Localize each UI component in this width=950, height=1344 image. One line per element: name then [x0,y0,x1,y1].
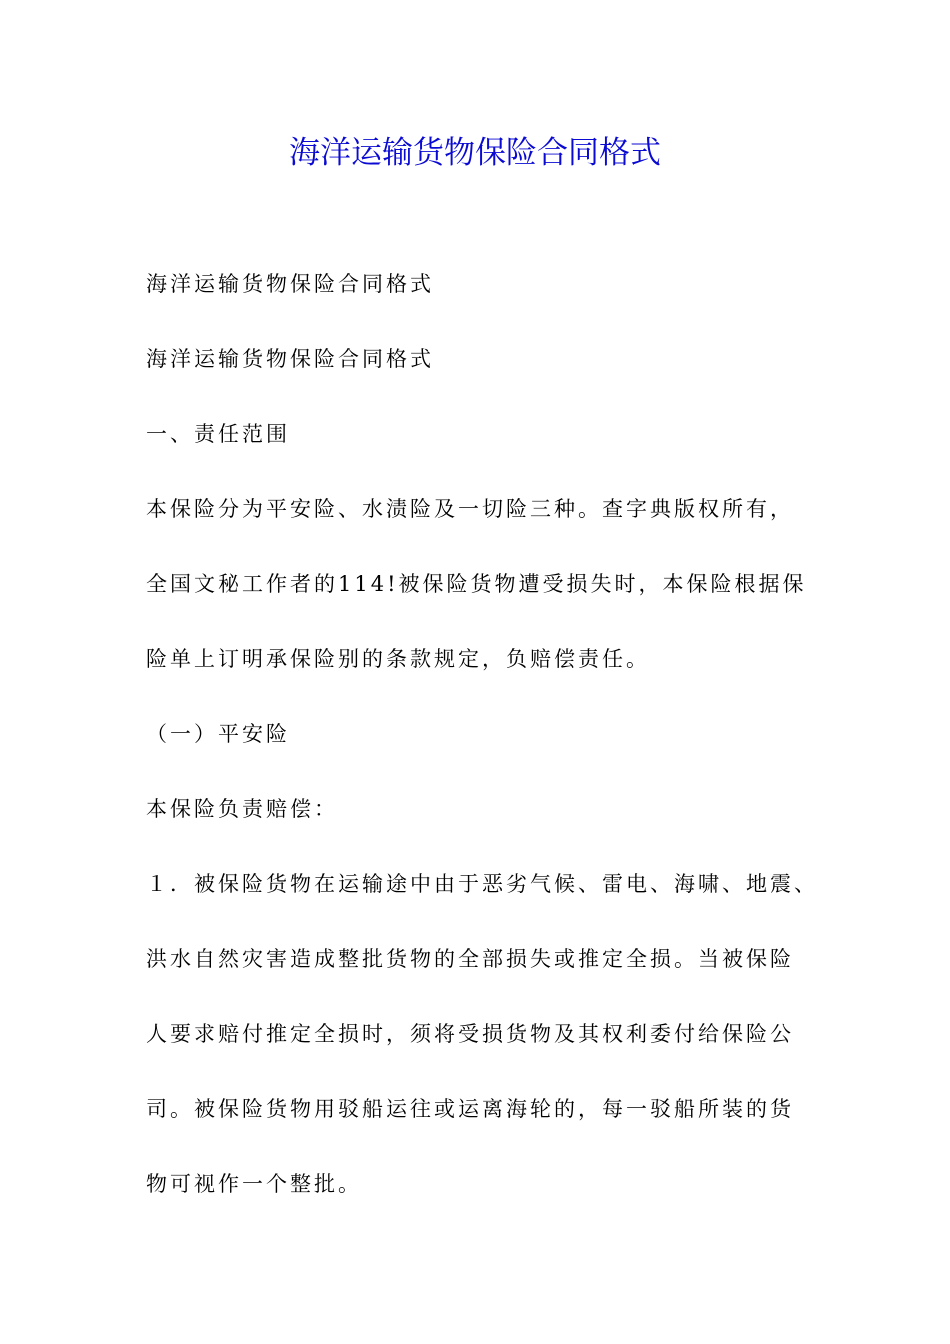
list-item-1-line-1: １．被保险货物在运输途中由于恶劣气候、雷电、海啸、地震、 [146,872,818,896]
paragraph-line-6: 险单上订明承保险别的条款规定，负赔偿责任。 [146,647,650,671]
paragraph-line-2: 海洋运输货物保险合同格式 [146,347,434,371]
list-item-1-line-4: 司。被保险货物用驳船运往或运离海轮的，每一驳船所装的货 [146,1097,794,1121]
section-heading: 一、责任范围 [146,422,290,446]
paragraph-line-8: 本保险负责赔偿： [146,797,338,821]
document-title: 海洋运输货物保险合同格式 [289,135,661,171]
paragraph-line-1: 海洋运输货物保险合同格式 [146,272,434,296]
paragraph-line-4: 本保险分为平安险、水渍险及一切险三种。查字典版权所有， [146,497,794,521]
list-item-1-line-5: 物可视作一个整批。 [146,1172,362,1196]
list-item-1-line-2: 洪水自然灾害造成整批货物的全部损失或推定全损。当被保险 [146,947,794,971]
subsection-heading: （一）平安险 [146,722,290,746]
list-item-1-line-3: 人要求赔付推定全损时，须将受损货物及其权利委付给保险公 [146,1022,794,1046]
paragraph-line-5: 全国文秘工作者的114!被保险货物遭受损失时，本保险根据保 [146,572,807,596]
